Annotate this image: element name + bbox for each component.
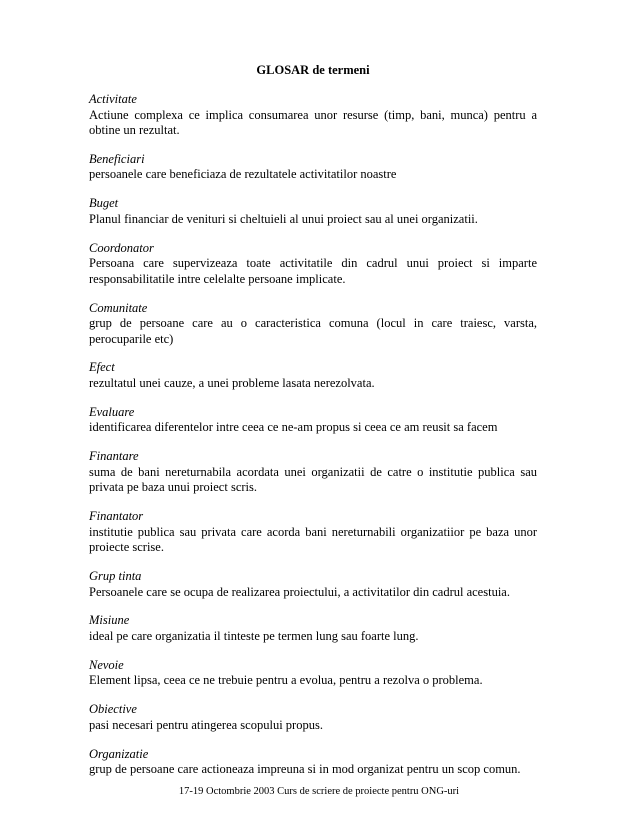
glossary-entry xyxy=(89,613,537,644)
glossary-definition: Persoanele care se ocupa de realizarea proiectului, a activitatilor din cadrul acestuia. xyxy=(89,584,510,599)
glossary-entry xyxy=(89,405,537,436)
glossary-entry xyxy=(89,301,537,348)
glossary-term: Evaluare xyxy=(89,404,135,419)
glossary-term: Finantator xyxy=(89,509,144,524)
glossary-term: Misiune xyxy=(89,613,130,628)
glossary-definition: Planul financiar de venituri si cheltuieli al unui proiect sau al unei organizatii. xyxy=(89,211,478,226)
glossary-entry xyxy=(89,747,537,778)
glossary-definition: rezultatul unei cauze, a unei probleme lasata nerezolvata. xyxy=(89,375,375,390)
glossary-term: Efect xyxy=(89,360,115,375)
glossary-definition: institutie publica sau privata care acorda bani nereturnabili organizatiior pe baza unor proiecte scrise. xyxy=(89,524,537,555)
glossary-term: Activitate xyxy=(89,92,137,106)
page-title: GLOSAR de termeni xyxy=(256,63,370,77)
glossary-entry xyxy=(89,92,537,139)
glossary-definition: Actiune complexa ce implica consumarea unor resurse (timp, bani, munca) pentru a obtine un rezultat. xyxy=(89,107,537,137)
glossary-entry xyxy=(89,509,537,556)
glossary-definition: Element lipsa, ceea ce ne trebuie pentru a evolua, pentru a rezolva o problema. xyxy=(89,673,483,688)
glossary-entry xyxy=(89,152,537,183)
glossary-definition: grup de persoane care actioneaza impreuna si in mod organizat pentru un scop comun. xyxy=(89,762,521,777)
glossary-term: Comunitate xyxy=(89,300,148,315)
glossary-term: Grup tinta xyxy=(89,569,142,584)
glossary-entry xyxy=(89,449,537,496)
glossary-term: Obiective xyxy=(89,702,137,717)
glossary-definition: persoanele care beneficiaza de rezultatele activitatilor noastre xyxy=(89,167,397,182)
glossary-definition: grup de persoane care au o caracteristica comuna (locul in care traiesc, varsta, perocuparile etc) xyxy=(89,316,537,346)
glossary-definition: ideal pe care organizatia il tinteste pe termen lung sau foarte lung. xyxy=(89,628,419,643)
glossary-term: Beneficiari xyxy=(89,151,145,166)
glossary-definition: suma de bani nereturnabila acordata unei organizatii de catre o institutie publica sau privata pe baza unui proiect scris. xyxy=(89,464,537,495)
glossary-entry xyxy=(89,196,537,227)
glossary-term: Coordonator xyxy=(89,240,154,255)
glossary-term: Nevoie xyxy=(89,657,124,672)
document-page xyxy=(89,62,537,791)
glossary-term: Organizatie xyxy=(89,746,149,761)
glossary-definition: pasi necesari pentru atingerea scopului propus. xyxy=(89,717,323,732)
glossary-term: Buget xyxy=(89,196,119,211)
glossary-entry xyxy=(89,702,537,733)
page-footer: 17-19 Octombrie 2003 Curs de scriere de proiecte pentru ONG-uri xyxy=(178,786,460,797)
glossary-entry xyxy=(89,658,537,689)
glossary-term: Finantare xyxy=(89,449,139,464)
glossary-entry xyxy=(89,569,537,600)
glossary-definition: Persoana care supervizeaza toate activitatile din cadrul unui proiect si imparte responsabilitatile intre celelalte persoane implicate. xyxy=(89,256,537,286)
glossary-definition: identificarea diferentelor intre ceea ce ne-am propus si ceea ce am reusit sa facem xyxy=(89,420,498,435)
glossary-entry xyxy=(89,360,537,391)
glossary-entry xyxy=(89,241,537,288)
